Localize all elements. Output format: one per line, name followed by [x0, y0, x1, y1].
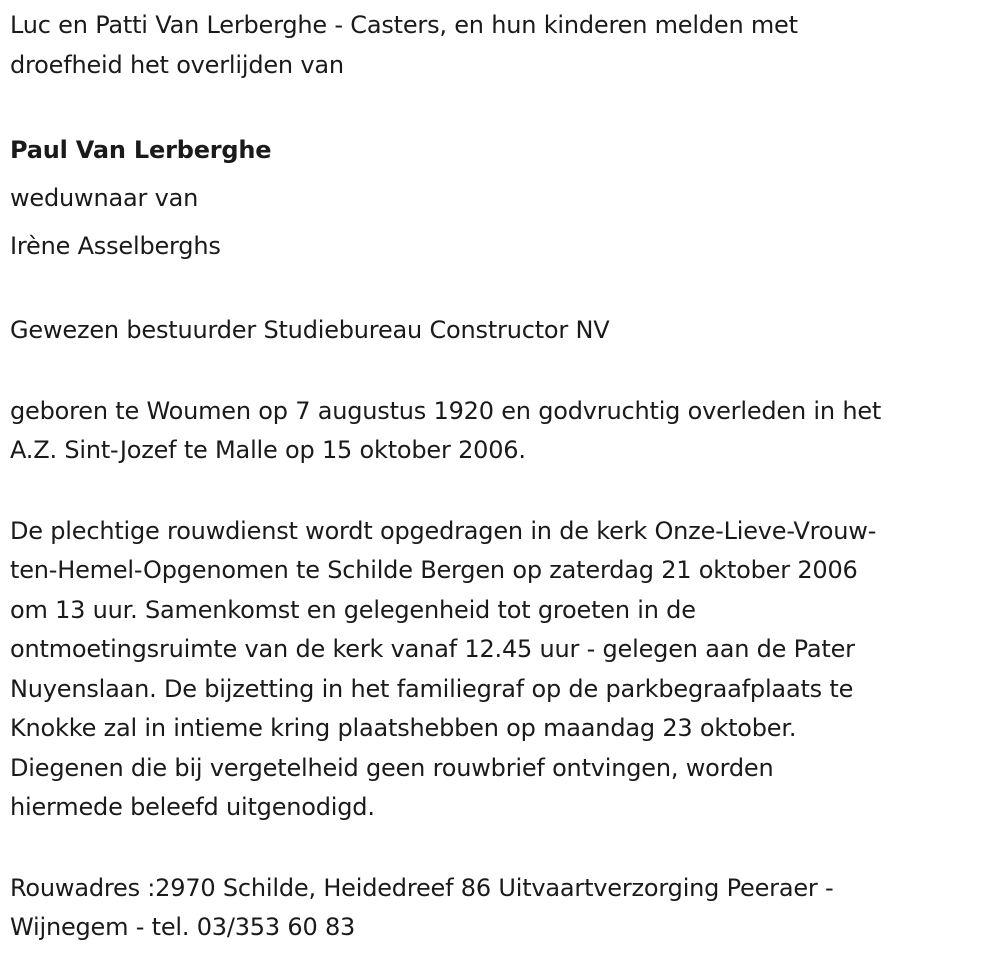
widower-label: weduwnaar van	[10, 184, 199, 212]
ceremony-paragraph	[10, 512, 1000, 828]
text-line: Nuyenslaan. De bijzetting in het familiegraf op de parkbegraafplaats te	[10, 674, 854, 703]
text-line: Wijnegem - tel. 03/353 60 83	[10, 913, 356, 941]
spouse-name: Irène Asselberghs	[10, 232, 221, 260]
intro-paragraph	[10, 6, 1000, 85]
occupation: Gewezen bestuurder Studiebureau Constructor NV	[10, 316, 610, 344]
text-line: ten-Hemel-Opgenomen te Schilde Bergen op zaterdag 21 oktober 2006	[10, 556, 858, 584]
obituary-document	[10, 6, 1000, 948]
text-line: A.Z. Sint-Jozef te Malle op 15 oktober 2006.	[10, 436, 526, 464]
text-line: om 13 uur. Samenkomst en gelegenheid tot groeten in de	[10, 595, 696, 624]
deceased-name: Paul Van Lerberghe	[10, 136, 272, 164]
text-line: Diegenen die bij vergetelheid geen rouwbrief ontvingen, worden	[10, 753, 774, 782]
text-line: geboren te Woumen op 7 augustus 1920 en godvruchtig overleden in het	[10, 396, 882, 425]
text-line: Luc en Patti Van Lerberghe - Casters, en hun kinderen melden met	[10, 11, 798, 39]
text-line: Rouwadres :2970 Schilde, Heidedreef 86 Uitvaartverzorging Peeraer -	[10, 873, 834, 902]
address-paragraph	[10, 869, 1000, 948]
birth-death-paragraph	[10, 392, 1000, 471]
text-line: ontmoetingsruimte van de kerk vanaf 12.45 uur - gelegen aan de Pater	[10, 635, 855, 663]
text-line: De plechtige rouwdienst wordt opgedragen in de kerk Onze-Lieve-Vrouw-	[10, 516, 877, 545]
text-line: Knokke zal in intieme kring plaatshebben op maandag 23 oktober.	[10, 714, 797, 742]
text-line: droefheid het overlijden van	[10, 50, 344, 79]
text-line: hiermede beleefd uitgenodigd.	[10, 793, 375, 821]
